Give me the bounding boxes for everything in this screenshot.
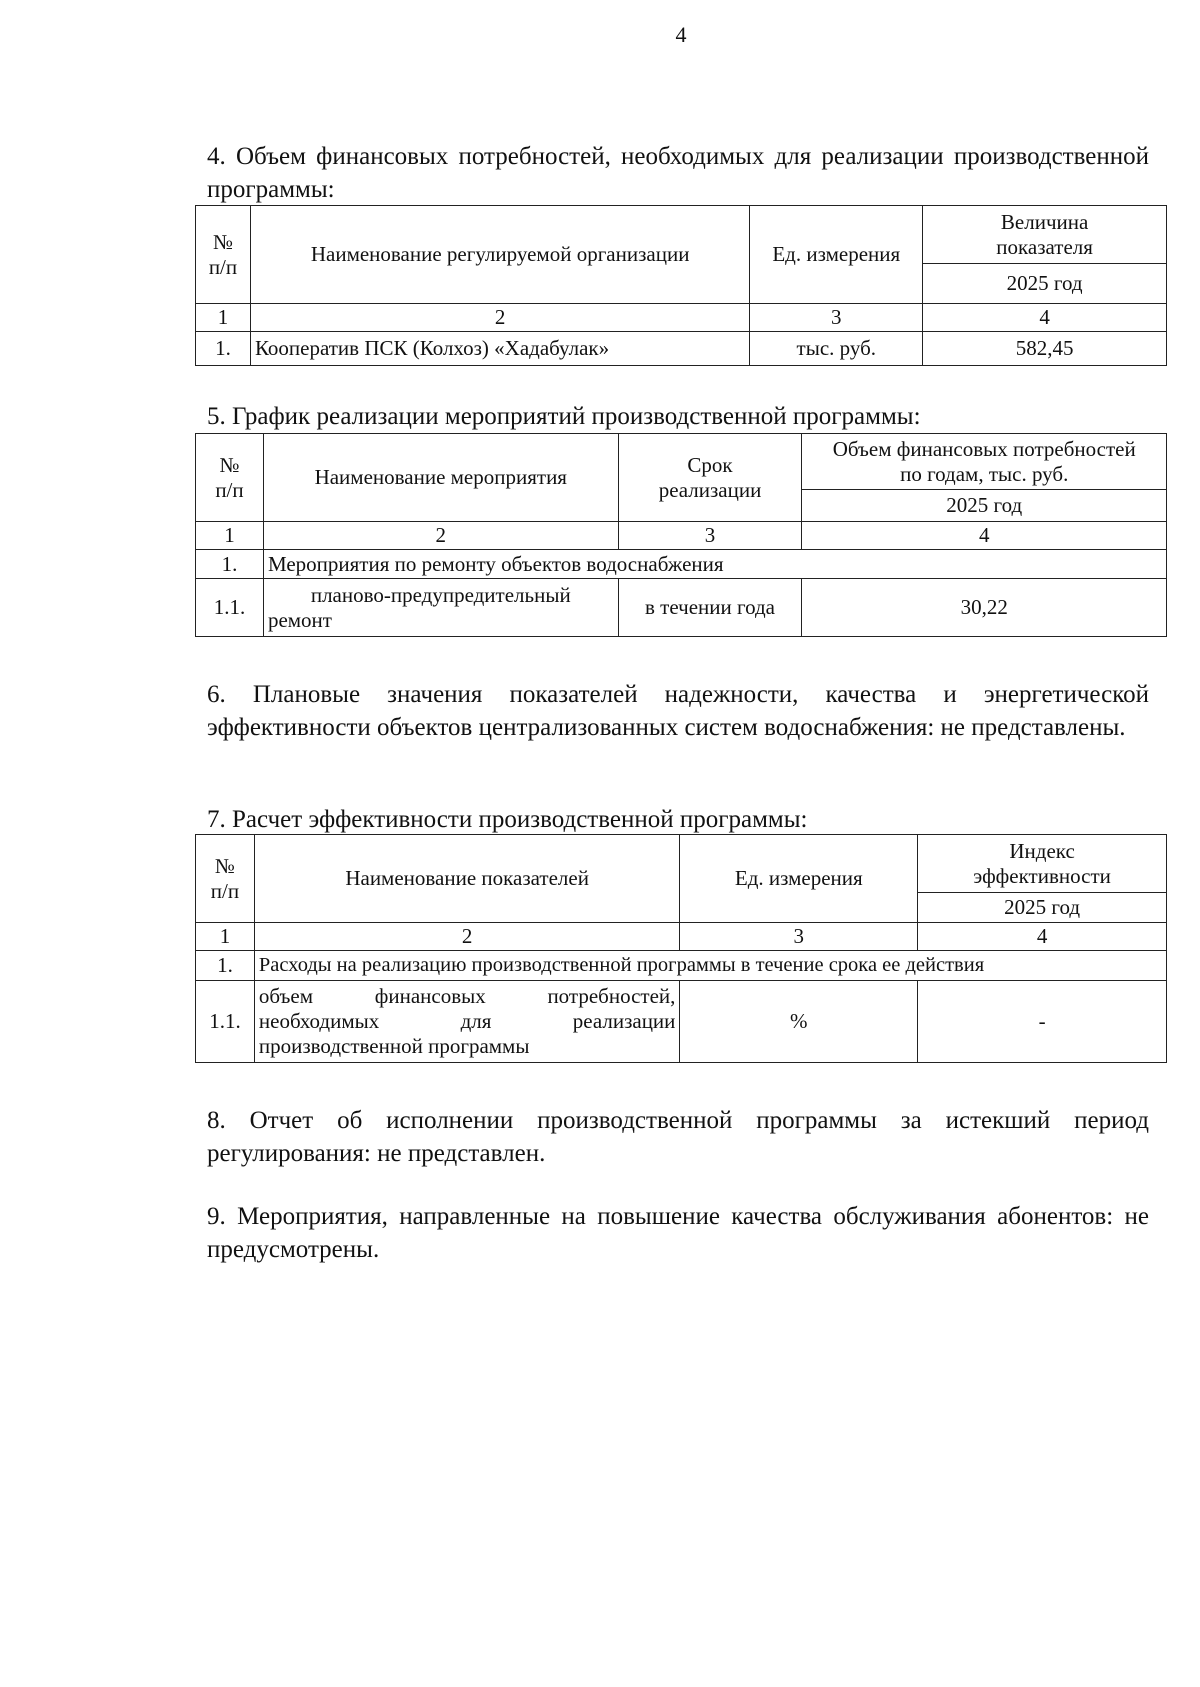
section-4-heading — [207, 140, 1149, 206]
section-5-title: 5. График реализации мероприятий производственной программы: — [207, 403, 921, 430]
section-8-text: 8. Отчет об исполнении производственной программы за истекший период регулирования: не представлен. — [207, 1107, 1149, 1167]
section-4-title: 4. Объем финансовых потребностей, необходимых для реализации производственной программы: — [207, 143, 1149, 203]
header-unit: Ед. измерения — [680, 835, 918, 923]
group-num: 1. — [196, 550, 264, 579]
col-number: 4 — [802, 522, 1167, 550]
header-value: Величина показателя — [923, 206, 1167, 264]
col-number: 1 — [196, 304, 251, 332]
row-org-name: Кооператив ПСК (Колхоз) «Хадабулак» — [250, 332, 749, 366]
header-finance: Объем финансовых потребностей по годам, тыс. руб. — [802, 434, 1167, 490]
header-unit: Ед. измерения — [750, 206, 923, 304]
col-number: 3 — [680, 923, 918, 951]
group-num: 1. — [196, 951, 255, 981]
financial-needs-table — [195, 205, 1167, 366]
efficiency-table — [195, 834, 1167, 1063]
header-year: 2025 год — [923, 264, 1167, 304]
col-number: 4 — [923, 304, 1167, 332]
header-term: Срок реализации — [618, 434, 802, 522]
header-year: 2025 год — [918, 893, 1167, 923]
page-number: 4 — [675, 22, 687, 47]
group-text: Мероприятия по ремонту объектов водоснабжения — [263, 550, 1166, 579]
row-unit: % — [680, 981, 918, 1063]
header-num: № п/п — [196, 835, 255, 923]
col-number: 4 — [918, 923, 1167, 951]
col-number: 3 — [750, 304, 923, 332]
row-term: в течении года — [618, 579, 802, 637]
header-num: № п/п — [196, 434, 264, 522]
section-9-text: 9. Мероприятия, направленные на повышение качества обслуживания абонентов: не предусмотрены. — [207, 1203, 1149, 1263]
col-number: 2 — [250, 304, 749, 332]
header-indicator-name: Наименование показателей — [254, 835, 680, 923]
section-7-title: 7. Расчет эффективности производственной программы: — [207, 806, 808, 833]
row-unit: тыс. руб. — [750, 332, 923, 366]
group-row — [196, 550, 1167, 579]
schedule-table — [195, 433, 1167, 637]
header-num: № п/п — [196, 206, 251, 304]
col-number: 1 — [196, 522, 264, 550]
col-number: 2 — [254, 923, 680, 951]
section-8 — [207, 1104, 1149, 1170]
header-year: 2025 год — [802, 490, 1167, 522]
table-row — [196, 579, 1167, 637]
row-value: 30,22 — [802, 579, 1167, 637]
section-6 — [207, 678, 1149, 744]
row-num: 1.1. — [196, 981, 255, 1063]
table-row — [196, 332, 1167, 366]
header-index: Индекс эффективности — [918, 835, 1167, 893]
section-5-heading — [207, 402, 1149, 432]
section-6-text: 6. Плановые значения показателей надежности, качества и энергетической эффективности объектов централизованных систем водоснабжения: не представлены. — [207, 681, 1149, 741]
row-value: 582,45 — [923, 332, 1167, 366]
row-num: 1. — [196, 332, 251, 366]
row-num: 1.1. — [196, 579, 264, 637]
header-org-name: Наименование регулируемой организации — [250, 206, 749, 304]
row-event-name: планово-предупредительный ремонт — [263, 579, 618, 637]
group-text: Расходы на реализацию производственной программы в течение срока ее действия — [254, 951, 1166, 981]
row-value: - — [918, 981, 1167, 1063]
section-9 — [207, 1200, 1149, 1266]
section-7-heading — [207, 805, 1149, 835]
table-row — [196, 981, 1167, 1063]
group-row — [196, 951, 1167, 981]
col-number: 3 — [618, 522, 802, 550]
row-indicator-name: объем финансовых потребностей, необходимых для реализации производственной программы — [254, 981, 680, 1063]
col-number: 1 — [196, 923, 255, 951]
header-event-name: Наименование мероприятия — [263, 434, 618, 522]
col-number: 2 — [263, 522, 618, 550]
